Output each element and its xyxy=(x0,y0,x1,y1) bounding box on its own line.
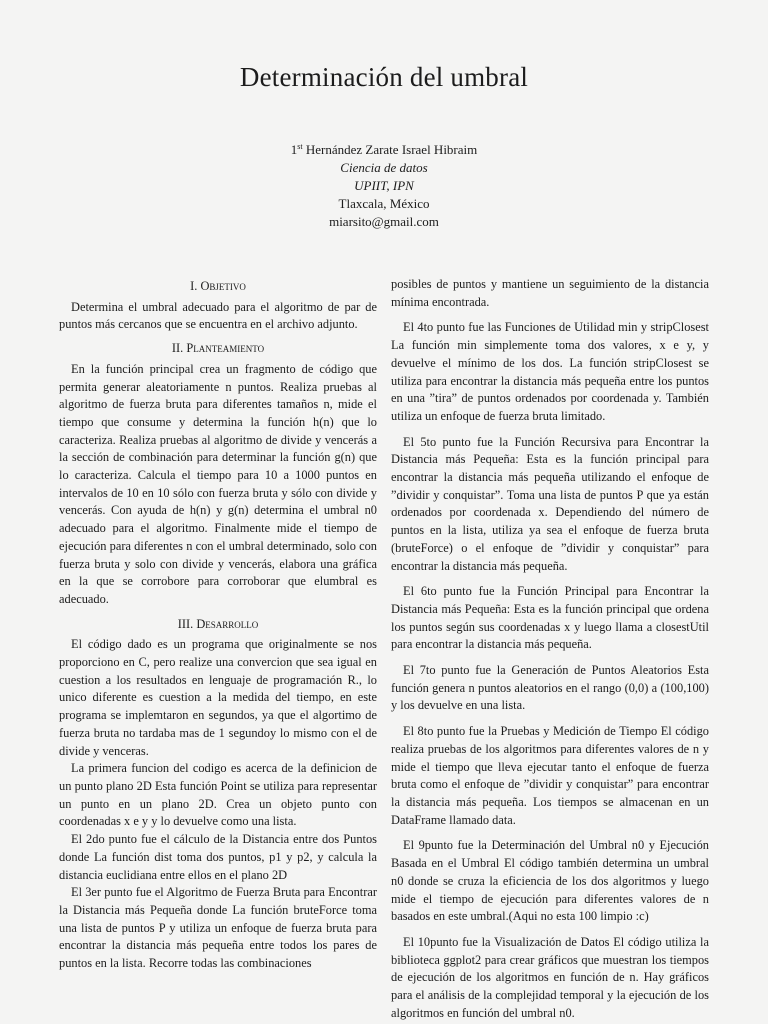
paragraph-punto-4: El 4to punto fue las Funciones de Utilidad min y stripClosest La función min simplemente toma dos valores, x e y, y devuelve el mínimo de los dos. La función stripClosest se utiliza para encontrar la distancia más pequeña entre los puntos en una ”tira” de puntos ordenados por coordenada y. También utiliza un enfoque de fuerza bruta limitado. xyxy=(391,320,709,423)
author-name: Hernández Zarate Israel Hibraim xyxy=(305,142,478,157)
author-ordinal: 1 xyxy=(290,142,298,157)
paper-header xyxy=(0,62,768,231)
paragraph-punto-6: El 6to punto fue la Función Principal para Encontrar la Distancia más Pequeña: Esta es la función principal que ordena los puntos según sus coordenadas x y luego llama a closestUtil para encontrar la distancia más pequeña. xyxy=(391,584,709,652)
paper-title: Determinación del umbral xyxy=(239,62,529,92)
author-dept: Ciencia de datos xyxy=(340,160,428,175)
section-heading-desarrollo xyxy=(59,616,377,634)
paragraph-planteamiento: En la función principal crea un fragmento de código que permita generar aleatoriamente n puntos. Realiza pruebas al algoritmo de fuerza bruta para diferentes tamaños n, mide el tiempo que consume y determina la función h(n) que lo caracteriza. Realiza pruebas al algoritmo de divide y vencerás a la sección de combinación para determinar la función g(n) que lo caracteriza. Calcula el tiempo para 10 a 1000 puntos en intervalos de 10 en 10 sólo con fuerza bruta y sólo con divide y vencerás. Con ayuda de h(n) y g(n) determina el umbral n0 adecuado para el algoritmo. Finalmente mide el tiempo de ejecución para diferentes n con el umbral determinado, solo con fuerza bruta y solo con divide y vencerás, elabora una gráfica en la que se corrobore para corroborar que elumbral es adecuado. xyxy=(59,361,377,606)
section-heading-planteamiento xyxy=(59,340,377,358)
section-number: II. xyxy=(171,341,184,356)
paragraph-continued: posibles de puntos y mantiene un seguimiento de la distancia mínima encontrada. xyxy=(391,277,709,309)
paragraph-objetivo: Determina el umbral adecuado para el algoritmo de par de puntos más cercanos que se encuentra en el archivo adjunto. xyxy=(59,299,377,332)
section-title: Objetivo xyxy=(200,279,246,293)
section-number: I. xyxy=(190,279,198,293)
paragraph-punto-7: El 7to punto fue la Generación de Puntos Aleatorios Esta función genera n puntos aleatorios en el rango (0,0) a (100,100) y los devuelve en una lista. xyxy=(391,663,709,713)
author-org: UPIIT, IPN xyxy=(354,178,414,193)
section-title: Desarrollo xyxy=(196,616,259,631)
author-block xyxy=(0,141,768,231)
section-heading-objetivo xyxy=(59,278,377,296)
section-number: III. xyxy=(177,616,194,631)
paragraph-punto-10: El 10punto fue la Visualización de Datos El código utiliza la biblioteca ggplot2 para crear gráficos que muestran los tiempos de ejecución de los algoritmos en función de n. Hay gráficos para el análisis de la complejidad temporal y la ejecución de los algoritmos en función del umbral n0. xyxy=(391,934,709,1020)
author-email: miarsito@gmail.com xyxy=(329,214,439,229)
paragraph-desarrollo-1: El código dado es un programa que originalmente se nos proporciono en C, pero realize una convercion que sea igual en cuestion a los resultados en lenguaje de programación R., lo unico diferente es cuestion a la medida del tiempo, en este programa se implemtaron en segundos, ya que el algortimo de fuerza bruta no tardaba mas de 1 segundoy lo mismo con el de divide y venceras. xyxy=(59,637,377,758)
paragraph-punto-5: El 5to punto fue la Función Recursiva para Encontrar la Distancia más Pequeña: Esta es la función principal para encontrar la distancia más pequeña utilizando el enfoque de ”dividir y conquistar”. Toma una lista de puntos P que ya están ordenados por coordenada x. Dependiendo del número de puntos en la lista, utiliza ya sea el enfoque de fuerza bruta (bruteForce) o el enfoque de ”dividir y conquistar” para encontrar la distancia más pequeña. xyxy=(391,434,709,573)
author-ordinal-suffix: st xyxy=(297,142,303,151)
paragraph-desarrollo-2: La primera funcion del codigo es acerca de la definicion de un punto plano 2D Esta función Point se utiliza para representar un punto en un plano 2D. Crea un objeto punto con coordenadas x e y y lo devuelve como una lista. xyxy=(59,761,377,829)
author-name-line xyxy=(0,141,768,159)
paragraph-punto-9: El 9punto fue la Determinación del Umbral n0 y Ejecución Basada en el Umbral El código también determina un umbral n0 donde se cruza la eficiencia de los dos algoritmos y luego mide el tiempo de ejecución para diferentes valores de n basados en este umbral.(Aqui no esta 100 limpio :c) xyxy=(391,838,709,924)
paragraph-desarrollo-4: El 3er punto fue el Algoritmo de Fuerza Bruta para Encontrar la Distancia más Pequeña donde La función bruteForce toma una lista de puntos P y utiliza un enfoque de fuerza bruta para encontrar la distancia más pequeña entre todos los pares de puntos en la lista. Recorre todas las combinaciones xyxy=(59,885,377,971)
section-title: Planteamiento xyxy=(186,341,265,356)
paragraph-punto-8: El 8to punto fue la Pruebas y Medición de Tiempo El código realiza pruebas de los algoritmos para diferentes valores de n y mide el tiempo que lleva ejecutar tanto el enfoque de fuerza bruta como el enfoque de ”dividir y conquistar” para encontrar la distancia más pequeña. Los tiempos se almacenan en un DataFrame llamado data. xyxy=(391,724,709,827)
paragraph-desarrollo-3: El 2do punto fue el cálculo de la Distancia entre dos Puntos donde La función dist toma dos puntos, p1 y p2, y calcula la distancia euclidiana entre ellos en el plano 2D xyxy=(59,832,377,882)
author-location: Tlaxcala, México xyxy=(338,196,430,211)
left-column xyxy=(59,278,377,973)
right-column xyxy=(391,276,709,1022)
